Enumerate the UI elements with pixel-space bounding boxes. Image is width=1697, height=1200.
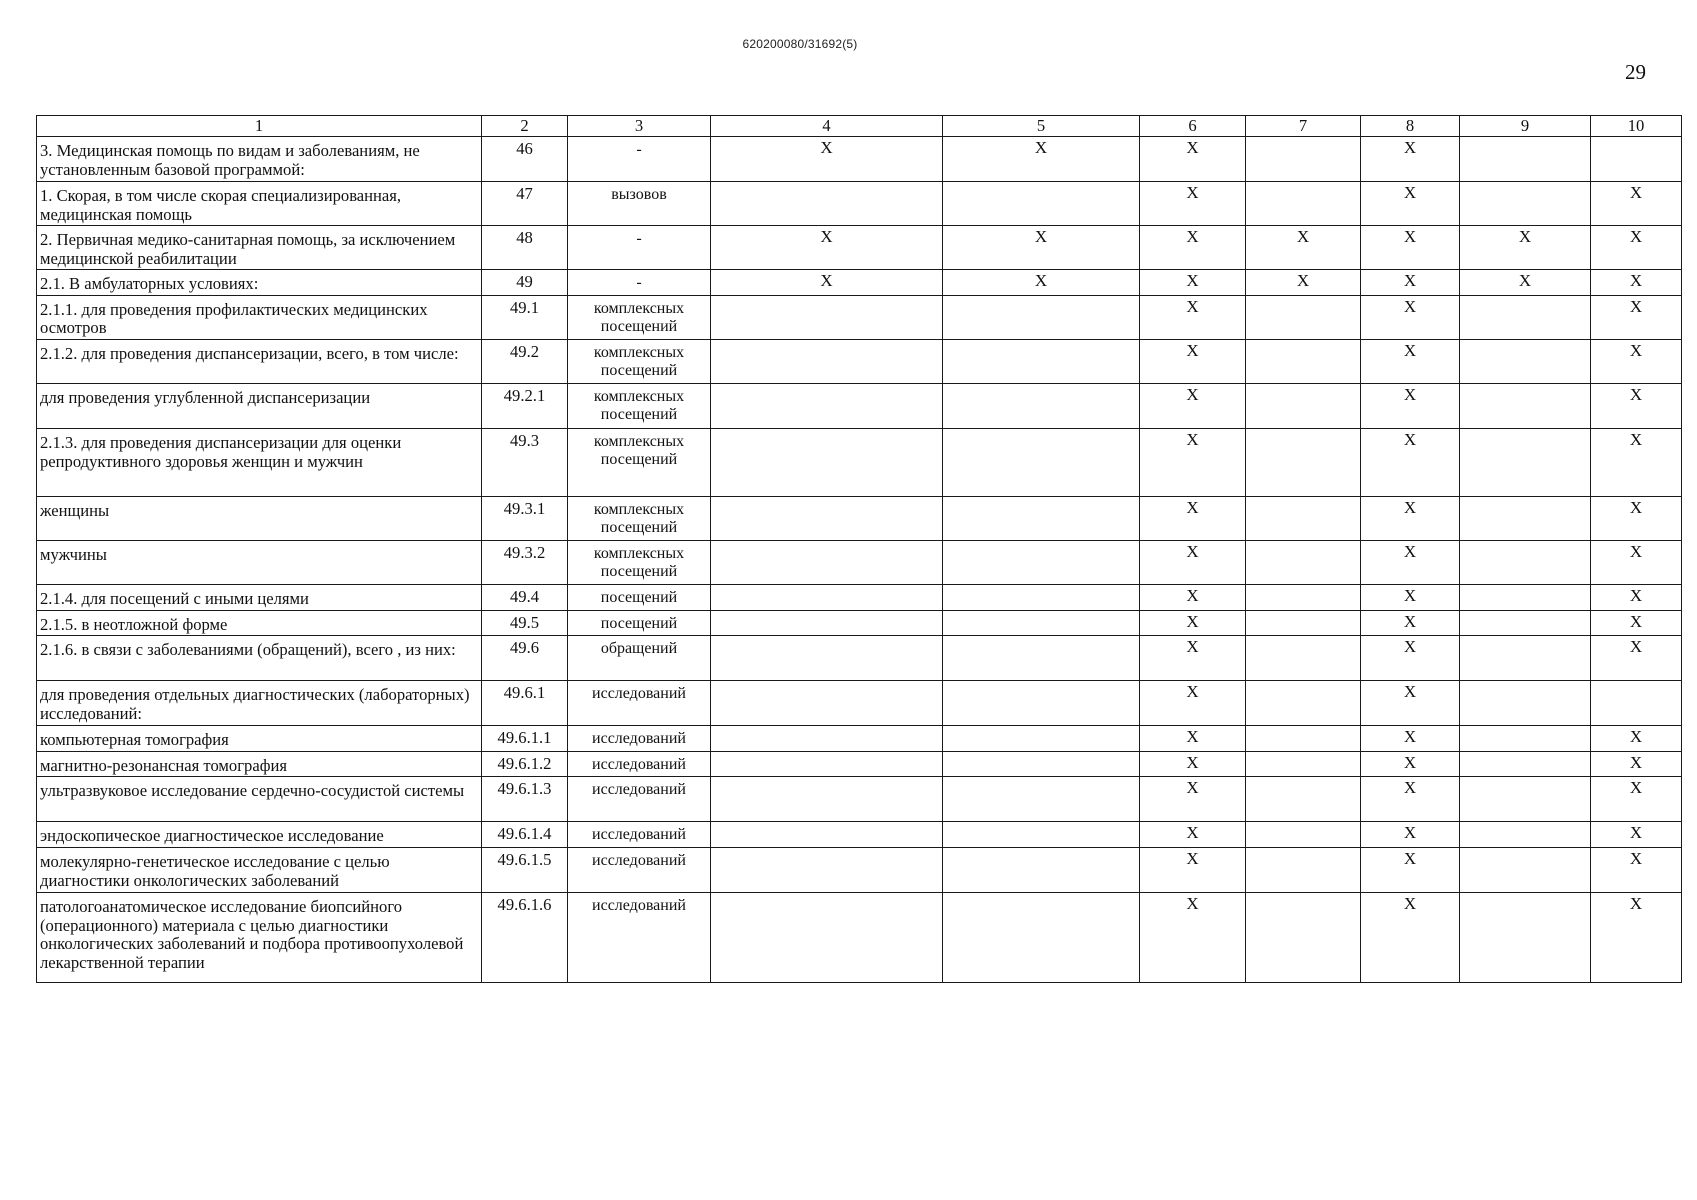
cell-col-5 bbox=[943, 384, 1140, 429]
column-header: 10 bbox=[1591, 116, 1682, 137]
cell-col-10 bbox=[1591, 681, 1682, 726]
row-unit: исследований bbox=[568, 751, 711, 777]
cell-col-10: X bbox=[1591, 226, 1682, 270]
row-name: эндоскопическое диагностическое исследование bbox=[37, 822, 482, 848]
row-code: 49.3.1 bbox=[482, 497, 568, 541]
table-row bbox=[37, 847, 1682, 892]
row-unit: исследований bbox=[568, 892, 711, 982]
row-code: 49.6.1.6 bbox=[482, 892, 568, 982]
cell-col-10: X bbox=[1591, 636, 1682, 681]
cell-col-4 bbox=[711, 892, 943, 982]
cell-col-8: X bbox=[1361, 295, 1460, 339]
cell-col-6: X bbox=[1140, 681, 1246, 726]
cell-col-4 bbox=[711, 822, 943, 848]
table-row bbox=[37, 497, 1682, 541]
row-code: 49.6.1.4 bbox=[482, 822, 568, 848]
cell-col-7 bbox=[1246, 847, 1361, 892]
cell-col-10: X bbox=[1591, 822, 1682, 848]
row-code: 49 bbox=[482, 270, 568, 296]
column-header: 9 bbox=[1460, 116, 1591, 137]
row-unit: исследований bbox=[568, 681, 711, 726]
cell-col-5 bbox=[943, 636, 1140, 681]
cell-col-5 bbox=[943, 340, 1140, 384]
cell-col-5 bbox=[943, 847, 1140, 892]
cell-col-6: X bbox=[1140, 541, 1246, 585]
row-name: компьютерная томография bbox=[37, 726, 482, 752]
cell-col-8: X bbox=[1361, 137, 1460, 182]
cell-col-6: X bbox=[1140, 137, 1246, 182]
cell-col-9 bbox=[1460, 610, 1591, 636]
cell-col-9 bbox=[1460, 585, 1591, 611]
row-code: 49.6.1.1 bbox=[482, 726, 568, 752]
column-header: 7 bbox=[1246, 116, 1361, 137]
cell-col-8: X bbox=[1361, 270, 1460, 296]
row-name: 2.1.5. в неотложной форме bbox=[37, 610, 482, 636]
row-code: 49.6.1.2 bbox=[482, 751, 568, 777]
cell-col-9 bbox=[1460, 636, 1591, 681]
cell-col-6: X bbox=[1140, 751, 1246, 777]
cell-col-7: X bbox=[1246, 270, 1361, 296]
column-header: 4 bbox=[711, 116, 943, 137]
column-header: 6 bbox=[1140, 116, 1246, 137]
table-row bbox=[37, 182, 1682, 226]
cell-col-7 bbox=[1246, 892, 1361, 982]
cell-col-5 bbox=[943, 822, 1140, 848]
cell-col-6: X bbox=[1140, 270, 1246, 296]
cell-col-7 bbox=[1246, 137, 1361, 182]
row-unit: исследований bbox=[568, 777, 711, 822]
cell-col-5 bbox=[943, 777, 1140, 822]
row-unit: - bbox=[568, 270, 711, 296]
row-name: мужчины bbox=[37, 541, 482, 585]
row-unit: комплексных посещений bbox=[568, 340, 711, 384]
column-header: 1 bbox=[37, 116, 482, 137]
cell-col-4: X bbox=[711, 226, 943, 270]
row-name: женщины bbox=[37, 497, 482, 541]
row-unit: - bbox=[568, 137, 711, 182]
row-code: 49.2.1 bbox=[482, 384, 568, 429]
cell-col-5 bbox=[943, 585, 1140, 611]
cell-col-4 bbox=[711, 777, 943, 822]
cell-col-10: X bbox=[1591, 726, 1682, 752]
cell-col-4 bbox=[711, 497, 943, 541]
cell-col-7 bbox=[1246, 295, 1361, 339]
cell-col-8: X bbox=[1361, 681, 1460, 726]
cell-col-9 bbox=[1460, 497, 1591, 541]
cell-col-7 bbox=[1246, 751, 1361, 777]
cell-col-4 bbox=[711, 585, 943, 611]
cell-col-9 bbox=[1460, 295, 1591, 339]
cell-col-7 bbox=[1246, 340, 1361, 384]
row-code: 49.3 bbox=[482, 429, 568, 497]
cell-col-7 bbox=[1246, 182, 1361, 226]
cell-col-8: X bbox=[1361, 636, 1460, 681]
cell-col-5 bbox=[943, 295, 1140, 339]
column-header: 3 bbox=[568, 116, 711, 137]
cell-col-7 bbox=[1246, 384, 1361, 429]
page-number: 29 bbox=[1625, 60, 1646, 84]
cell-col-9 bbox=[1460, 822, 1591, 848]
cell-col-10: X bbox=[1591, 777, 1682, 822]
column-header: 8 bbox=[1361, 116, 1460, 137]
cell-col-7 bbox=[1246, 610, 1361, 636]
cell-col-8: X bbox=[1361, 847, 1460, 892]
row-code: 49.6 bbox=[482, 636, 568, 681]
cell-col-6: X bbox=[1140, 226, 1246, 270]
cell-col-4 bbox=[711, 384, 943, 429]
cell-col-9 bbox=[1460, 182, 1591, 226]
cell-col-10: X bbox=[1591, 182, 1682, 226]
cell-col-5 bbox=[943, 541, 1140, 585]
cell-col-9 bbox=[1460, 137, 1591, 182]
cell-col-8: X bbox=[1361, 226, 1460, 270]
row-code: 47 bbox=[482, 182, 568, 226]
cell-col-10: X bbox=[1591, 384, 1682, 429]
cell-col-5: X bbox=[943, 226, 1140, 270]
cell-col-8: X bbox=[1361, 822, 1460, 848]
cell-col-5 bbox=[943, 429, 1140, 497]
cell-col-5: X bbox=[943, 270, 1140, 296]
table-row bbox=[37, 429, 1682, 497]
cell-col-9 bbox=[1460, 726, 1591, 752]
cell-col-4 bbox=[711, 681, 943, 726]
row-name: магнитно-резонансная томография bbox=[37, 751, 482, 777]
cell-col-9: X bbox=[1460, 226, 1591, 270]
cell-col-8: X bbox=[1361, 585, 1460, 611]
cell-col-6: X bbox=[1140, 585, 1246, 611]
cell-col-5 bbox=[943, 497, 1140, 541]
cell-col-5: X bbox=[943, 137, 1140, 182]
row-name: 2. Первичная медико-санитарная помощь, за исключением медицинской реабилитации bbox=[37, 226, 482, 270]
table-row bbox=[37, 636, 1682, 681]
cell-col-6: X bbox=[1140, 497, 1246, 541]
column-number-row bbox=[37, 116, 1682, 137]
table-row bbox=[37, 384, 1682, 429]
row-unit: исследований bbox=[568, 847, 711, 892]
cell-col-7 bbox=[1246, 497, 1361, 541]
cell-col-8: X bbox=[1361, 726, 1460, 752]
cell-col-10: X bbox=[1591, 295, 1682, 339]
cell-col-7 bbox=[1246, 822, 1361, 848]
row-unit: комплексных посещений bbox=[568, 384, 711, 429]
cell-col-10 bbox=[1591, 137, 1682, 182]
cell-col-6: X bbox=[1140, 777, 1246, 822]
cell-col-5 bbox=[943, 681, 1140, 726]
table-row bbox=[37, 777, 1682, 822]
row-unit: комплексных посещений bbox=[568, 541, 711, 585]
table-row bbox=[37, 610, 1682, 636]
cell-col-9 bbox=[1460, 892, 1591, 982]
row-name: 1. Скорая, в том числе скорая специализированная, медицинская помощь bbox=[37, 182, 482, 226]
cell-col-10: X bbox=[1591, 751, 1682, 777]
cell-col-4 bbox=[711, 847, 943, 892]
cell-col-4 bbox=[711, 636, 943, 681]
row-code: 48 bbox=[482, 226, 568, 270]
table-header bbox=[37, 116, 1682, 137]
cell-col-7 bbox=[1246, 636, 1361, 681]
cell-col-9 bbox=[1460, 384, 1591, 429]
row-unit: обращений bbox=[568, 636, 711, 681]
cell-col-6: X bbox=[1140, 726, 1246, 752]
row-name: 2.1. В амбулаторных условиях: bbox=[37, 270, 482, 296]
cell-col-7 bbox=[1246, 681, 1361, 726]
cell-col-6: X bbox=[1140, 892, 1246, 982]
table-row bbox=[37, 295, 1682, 339]
cell-col-6: X bbox=[1140, 636, 1246, 681]
cell-col-9 bbox=[1460, 429, 1591, 497]
cell-col-10: X bbox=[1591, 847, 1682, 892]
row-code: 49.6.1 bbox=[482, 681, 568, 726]
cell-col-8: X bbox=[1361, 182, 1460, 226]
cell-col-7 bbox=[1246, 541, 1361, 585]
table-row bbox=[37, 585, 1682, 611]
row-unit: комплексных посещений bbox=[568, 497, 711, 541]
row-code: 49.4 bbox=[482, 585, 568, 611]
table-row bbox=[37, 822, 1682, 848]
cell-col-5 bbox=[943, 726, 1140, 752]
table-row bbox=[37, 137, 1682, 182]
row-code: 49.1 bbox=[482, 295, 568, 339]
cell-col-8: X bbox=[1361, 340, 1460, 384]
cell-col-6: X bbox=[1140, 847, 1246, 892]
cell-col-9: X bbox=[1460, 270, 1591, 296]
column-header: 5 bbox=[943, 116, 1140, 137]
table-row bbox=[37, 726, 1682, 752]
cell-col-8: X bbox=[1361, 429, 1460, 497]
cell-col-4 bbox=[711, 182, 943, 226]
cell-col-9 bbox=[1460, 751, 1591, 777]
cell-col-4 bbox=[711, 610, 943, 636]
cell-col-4 bbox=[711, 295, 943, 339]
cell-col-10: X bbox=[1591, 892, 1682, 982]
row-name: 2.1.1. для проведения профилактических медицинских осмотров bbox=[37, 295, 482, 339]
cell-col-6: X bbox=[1140, 182, 1246, 226]
cell-col-7 bbox=[1246, 585, 1361, 611]
table-body bbox=[37, 137, 1682, 983]
row-code: 49.3.2 bbox=[482, 541, 568, 585]
cell-col-7 bbox=[1246, 726, 1361, 752]
table-row bbox=[37, 226, 1682, 270]
cell-col-5 bbox=[943, 182, 1140, 226]
cell-col-8: X bbox=[1361, 497, 1460, 541]
table-row bbox=[37, 892, 1682, 982]
table-row bbox=[37, 751, 1682, 777]
cell-col-5 bbox=[943, 892, 1140, 982]
cell-col-4: X bbox=[711, 270, 943, 296]
cell-col-9 bbox=[1460, 541, 1591, 585]
cell-col-4 bbox=[711, 726, 943, 752]
cell-col-10: X bbox=[1591, 497, 1682, 541]
cell-col-4 bbox=[711, 340, 943, 384]
cell-col-6: X bbox=[1140, 340, 1246, 384]
cell-col-9 bbox=[1460, 681, 1591, 726]
cell-col-10: X bbox=[1591, 541, 1682, 585]
row-name: 2.1.4. для посещений с иными целями bbox=[37, 585, 482, 611]
row-name: 2.1.3. для проведения диспансеризации для оценки репродуктивного здоровья женщин и мужчин bbox=[37, 429, 482, 497]
cell-col-8: X bbox=[1361, 384, 1460, 429]
cell-col-6: X bbox=[1140, 295, 1246, 339]
cell-col-10: X bbox=[1591, 585, 1682, 611]
row-code: 46 bbox=[482, 137, 568, 182]
cell-col-4 bbox=[711, 541, 943, 585]
cell-col-8: X bbox=[1361, 541, 1460, 585]
row-unit: комплексных посещений bbox=[568, 295, 711, 339]
cell-col-7 bbox=[1246, 429, 1361, 497]
cell-col-8: X bbox=[1361, 777, 1460, 822]
medical-care-table bbox=[36, 115, 1682, 983]
document-id: 620200080/31692(5) bbox=[742, 37, 858, 51]
cell-col-5 bbox=[943, 751, 1140, 777]
cell-col-10: X bbox=[1591, 429, 1682, 497]
table-row bbox=[37, 340, 1682, 384]
row-code: 49.6.1.3 bbox=[482, 777, 568, 822]
cell-col-6: X bbox=[1140, 384, 1246, 429]
row-unit: исследований bbox=[568, 726, 711, 752]
cell-col-5 bbox=[943, 610, 1140, 636]
cell-col-8: X bbox=[1361, 751, 1460, 777]
row-code: 49.2 bbox=[482, 340, 568, 384]
cell-col-10: X bbox=[1591, 340, 1682, 384]
column-header: 2 bbox=[482, 116, 568, 137]
cell-col-6: X bbox=[1140, 429, 1246, 497]
table-row bbox=[37, 681, 1682, 726]
row-name: патологоанатомическое исследование биопсийного (операционного) материала с целью диагностики онкологических заболеваний и подбора противоопухолевой лекарственной терапии bbox=[37, 892, 482, 982]
cell-col-6: X bbox=[1140, 822, 1246, 848]
cell-col-4 bbox=[711, 429, 943, 497]
row-name: для проведения отдельных диагностических (лабораторных) исследований: bbox=[37, 681, 482, 726]
cell-col-7 bbox=[1246, 777, 1361, 822]
row-unit: посещений bbox=[568, 610, 711, 636]
cell-col-6: X bbox=[1140, 610, 1246, 636]
table-row bbox=[37, 541, 1682, 585]
cell-col-9 bbox=[1460, 777, 1591, 822]
table-row bbox=[37, 270, 1682, 296]
cell-col-8: X bbox=[1361, 892, 1460, 982]
row-unit: вызовов bbox=[568, 182, 711, 226]
row-unit: - bbox=[568, 226, 711, 270]
row-name: 3. Медицинская помощь по видам и заболеваниям, не установленным базовой программой: bbox=[37, 137, 482, 182]
row-unit: комплексных посещений bbox=[568, 429, 711, 497]
row-code: 49.6.1.5 bbox=[482, 847, 568, 892]
cell-col-9 bbox=[1460, 340, 1591, 384]
cell-col-8: X bbox=[1361, 610, 1460, 636]
cell-col-7: X bbox=[1246, 226, 1361, 270]
row-unit: посещений bbox=[568, 585, 711, 611]
cell-col-10: X bbox=[1591, 610, 1682, 636]
row-name: молекулярно-генетическое исследование с целью диагностики онкологических заболеваний bbox=[37, 847, 482, 892]
row-name: ультразвуковое исследование сердечно-сосудистой системы bbox=[37, 777, 482, 822]
cell-col-9 bbox=[1460, 847, 1591, 892]
row-name: для проведения углубленной диспансеризации bbox=[37, 384, 482, 429]
cell-col-10: X bbox=[1591, 270, 1682, 296]
row-name: 2.1.6. в связи с заболеваниями (обращений), всего , из них: bbox=[37, 636, 482, 681]
cell-col-4: X bbox=[711, 137, 943, 182]
row-unit: исследований bbox=[568, 822, 711, 848]
cell-col-4 bbox=[711, 751, 943, 777]
row-name: 2.1.2. для проведения диспансеризации, всего, в том числе: bbox=[37, 340, 482, 384]
row-code: 49.5 bbox=[482, 610, 568, 636]
